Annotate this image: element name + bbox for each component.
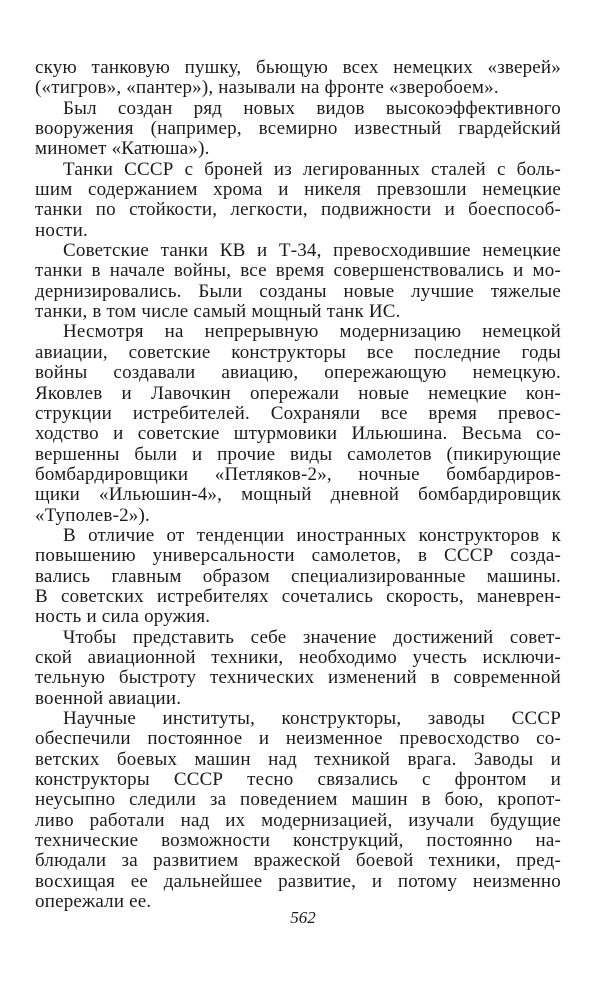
text-line: неусыпно следили за поведением машин в бою, кропот- (35, 789, 561, 811)
paragraph-7 (35, 628, 561, 709)
text-line: тельную быстроту технических изменений в современной (35, 667, 561, 689)
text-line: щики «Ильюшин-4», мощный дневной бомбардировщик (35, 484, 561, 506)
text-line: Танки СССР с броней из легированных сталей с боль- (63, 158, 561, 180)
text-line: танки в начале войны, все время совершенствовались и мо- (35, 260, 561, 282)
paragraph-6 (35, 526, 561, 628)
text-line: ность и сила оружия. (35, 606, 211, 628)
text-line: струкции истребителей. Сохраняли все время превос- (35, 402, 561, 424)
text-line: ской авиационной техники, необходимо учесть исключи- (35, 646, 561, 668)
text-line: Яковлев и Лавочкин опережали новые немецкие кон- (35, 382, 561, 404)
text-line: блюдали за развитием вражеской боевой техники, пред- (35, 850, 561, 872)
text-line: опережали ее. (35, 891, 152, 913)
text-line: Научные институты, конструкторы, заводы СССР (63, 708, 561, 729)
paragraph-4 (35, 241, 561, 322)
text-line: танки, в том числе самый мощный танк ИС. (35, 301, 401, 323)
paragraph-5 (35, 322, 561, 525)
text-line: конструкторы СССР тесно связались с фронтом и (35, 769, 561, 791)
text-line: В отличие от тенденции иностранных конструкторов к (63, 524, 561, 546)
text-line: «Туполев-2»). (35, 504, 150, 526)
page-number: 562 (290, 908, 316, 927)
text-line: авиации, советские конструкторы все последние годы (35, 341, 561, 363)
text-line: Был создан ряд новых видов высокоэффективного (63, 97, 561, 119)
paragraph-2 (35, 99, 561, 160)
text-line: военной авиации. (35, 687, 182, 709)
page-body (35, 58, 561, 912)
paragraph-3 (35, 160, 561, 241)
text-line: обеспечили постоянное и неизменное превосходство со- (35, 728, 561, 750)
text-line: миномет «Катюша»). (35, 138, 210, 160)
text-line: Советские танки КВ и Т-34, превосходившие немецкие (63, 240, 561, 262)
text-line: ветских боевых машин над техникой врага. Заводы и (35, 748, 561, 770)
text-line: войны создавали авиацию, опережающую немецкую. (35, 362, 561, 384)
text-line: технические возможности конструкций, постоянно на- (35, 830, 561, 852)
text-line: повышению универсальности самолетов, в СССР созда- (35, 545, 561, 567)
paragraph-8 (35, 709, 561, 912)
text-line: бомбардировщики «Петляков-2», ночные бомбардиров- (35, 463, 561, 485)
paragraph-1 (35, 58, 561, 99)
text-line: вершенны были и прочие виды самолетов (пикирующие (35, 443, 561, 465)
text-line: танки по стойкости, легкости, подвижности и боеспособ- (35, 199, 561, 221)
text-line: ности. (35, 219, 88, 241)
text-line: Чтобы представить себе значение достижений совет- (63, 626, 561, 648)
text-line: вались главным образом специализированные машины. (35, 565, 561, 587)
text-line: Несмотря на непрерывную модернизацию немецкой (63, 321, 561, 343)
text-line: («тигров», «пантер»), называли на фронте «зверобоем». (35, 77, 499, 99)
text-line: ходство и советские штурмовики Ильюшина. Весьма со- (35, 423, 561, 445)
text-line: вооружения (например, всемирно известный гвардейский (35, 118, 561, 140)
text-line: дернизировались. Были созданы новые лучшие тяжелые (35, 280, 561, 302)
text-line: восхищая ее дальнейшее развитие, и потому неизменно (35, 870, 561, 892)
text-line: ливо работали над их модернизацией, изучали будущие (35, 809, 561, 831)
text-line: скую танковую пушку, бьющую всех немецких «зверей» (35, 57, 561, 78)
text-line: шим содержанием хрома и никеля превзошли немецкие (35, 179, 561, 201)
text-line: В советских истребителях сочетались скорость, маневрен- (35, 585, 561, 607)
